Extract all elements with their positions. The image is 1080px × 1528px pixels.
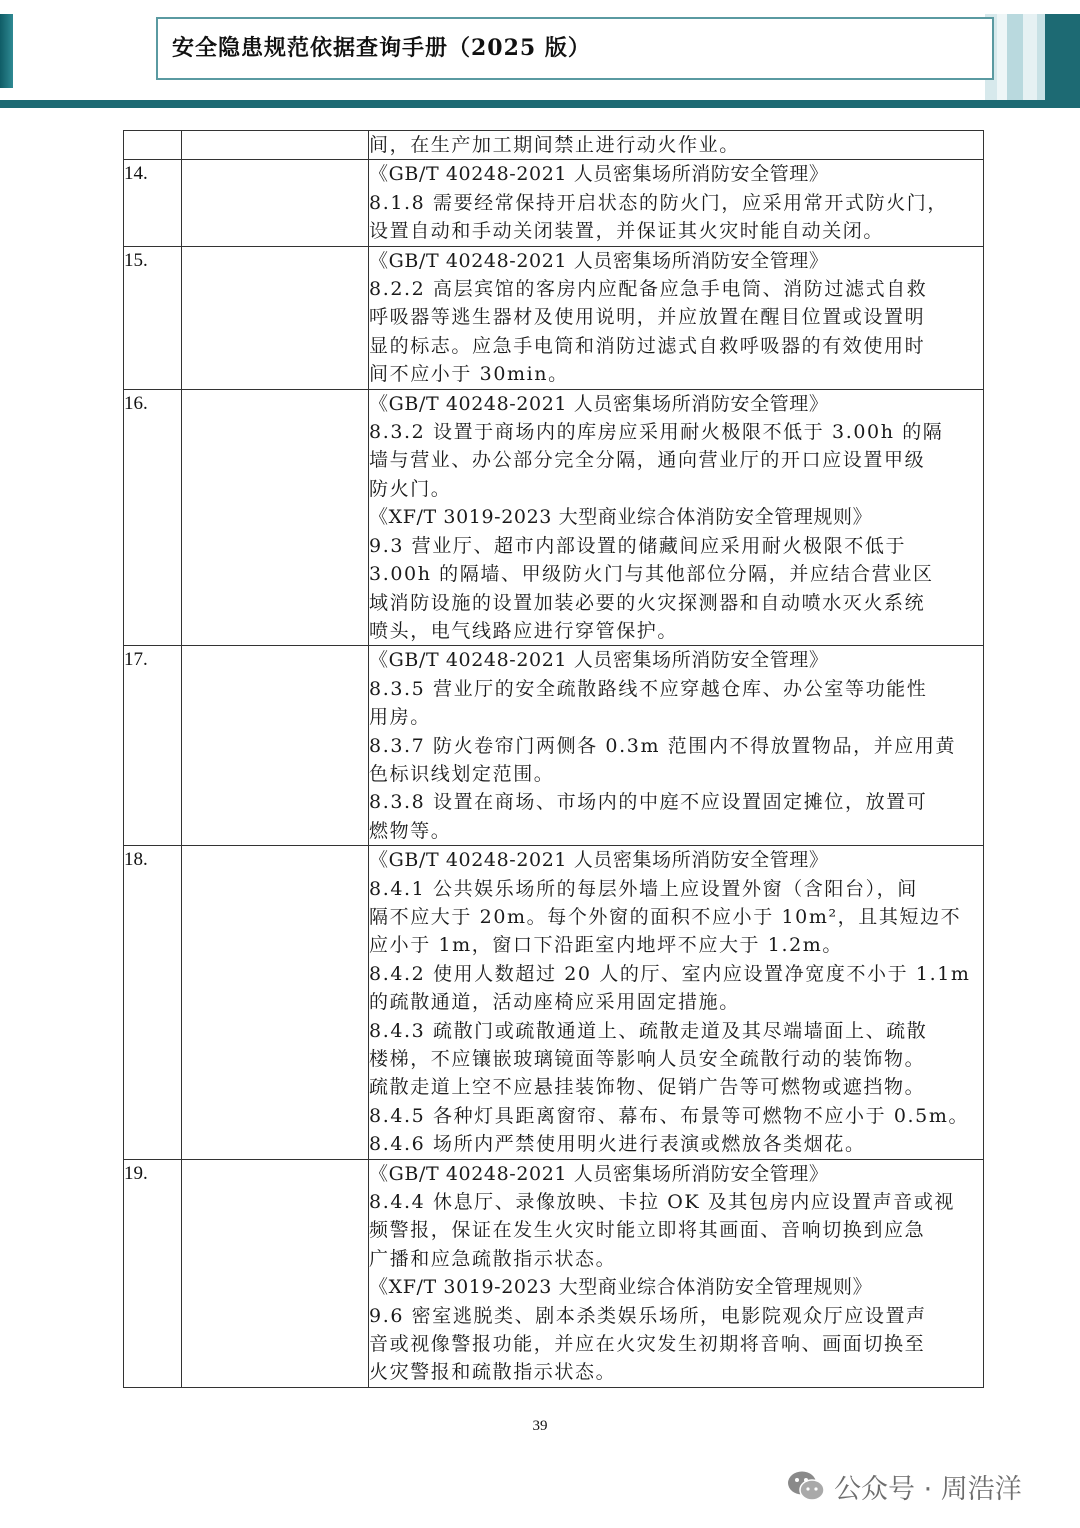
clause-line: 音或视像警报功能，并应在火灾发生初期将音响、画面切换至 [369, 1333, 926, 1356]
clause-line: 防火门。 [369, 477, 452, 500]
regulation-cell [369, 646, 984, 846]
header-divider [0, 100, 1080, 108]
standard-title: 《GB/T 40248-2021 人员密集场所消防安全管理》 [369, 392, 829, 415]
clause-line: 8.4.5 各种灯具距离窗帘、幕布、布景等可燃物不应小于 0.5m。 [369, 1104, 970, 1127]
clause-line: 8.4.4 休息厅、录像放映、卡拉 OK 及其包房内应设置声音或视 [369, 1191, 956, 1214]
clause-line: 用房。 [369, 706, 431, 729]
standard-title: 《GB/T 40248-2021 人员密集场所消防安全管理》 [369, 163, 829, 186]
clause-line: 应小于 1m，窗口下沿距室内地坪不应大于 1.2m。 [369, 934, 844, 957]
row-number: 17. [124, 646, 182, 846]
clause-line: 域消防设施的设置加装必要的火灾探测器和自动喷水灭火系统 [369, 591, 926, 614]
hazard-cell [182, 389, 369, 646]
hazard-cell [182, 160, 369, 246]
hazard-cell [182, 1159, 369, 1387]
clause-line: 3.00h 的隔墙、甲级防火门与其他部位分隔，并应结合营业区 [369, 563, 934, 586]
table-row [124, 160, 984, 246]
clause-line: 8.4.2 使用人数超过 20 人的厅、室内应设置净宽度不小于 1.1m [369, 962, 971, 985]
table-row [124, 646, 984, 846]
clause-line: 间不应小于 30min。 [369, 363, 569, 386]
clause-line: 频警报，保证在发生火灾时能立即将其画面、音响切换到应急 [369, 1219, 926, 1242]
clause-line: 色标识线划定范围。 [369, 762, 555, 785]
standard-title: 《XF/T 3019-2023 大型商业综合体消防安全管理规则》 [369, 1276, 873, 1299]
watermark-text: 公众号 · 周浩洋 [834, 1473, 1022, 1505]
row-number: 18. [124, 846, 182, 1159]
clause-line: 8.2.2 高层宾馆的客房内应配备应急手电筒、消防过滤式自救 [369, 278, 928, 301]
table-row [124, 131, 984, 160]
clause-line: 8.3.2 设置于商场内的库房应采用耐火极限不低于 3.00h 的隔 [369, 421, 944, 444]
clause-line: 8.4.6 场所内严禁使用明火进行表演或燃放各类烟花。 [369, 1133, 866, 1156]
clause-line: 墙与营业、办公部分完全分隔，通向营业厅的开口应设置甲级 [369, 449, 926, 472]
regulation-cell [369, 1159, 984, 1387]
page-number: 39 [532, 1418, 548, 1434]
header-left-accent [0, 14, 13, 88]
standard-title: 《GB/T 40248-2021 人员密集场所消防安全管理》 [369, 849, 829, 872]
row-number: 15. [124, 246, 182, 389]
regulation-cell [369, 846, 984, 1159]
regulation-cell [369, 131, 984, 160]
hazard-cell [182, 846, 369, 1159]
regulation-cell [369, 246, 984, 389]
clause-line: 燃物等。 [369, 819, 452, 842]
hazard-cell [182, 131, 369, 160]
table-row [124, 846, 984, 1159]
clause-line: 的疏散通道，活动座椅应采用固定措施。 [369, 991, 740, 1014]
clause-line: 楼梯，不应镶嵌玻璃镜面等影响人员安全疏散行动的装饰物。 [369, 1048, 926, 1070]
clause-line: 8.4.3 疏散门或疏散通道上、疏散走道及其尽端墙面上、疏散 [369, 1019, 928, 1042]
wechat-icon [786, 1468, 826, 1504]
row-number: 14. [124, 160, 182, 246]
clause-line: 间，在生产加工期间禁止进行动火作业。 [369, 134, 740, 156]
clause-line: 8.1.8 需要经常保持开启状态的防火门，应采用常开式防火门， [369, 191, 948, 214]
clause-line: 8.4.1 公共娱乐场所的每层外墙上应设置外窗（含阳台），间 [369, 877, 918, 900]
clause-line: 疏散走道上空不应悬挂装饰物、促销广告等可燃物或遮挡物。 [369, 1076, 926, 1099]
clause-line: 火灾警报和疏散指示状态。 [369, 1361, 617, 1384]
standard-title: 《GB/T 40248-2021 人员密集场所消防安全管理》 [369, 249, 829, 272]
header-right-decoration [985, 14, 1080, 104]
regulation-table [123, 130, 984, 1388]
row-number: 16. [124, 389, 182, 646]
regulation-cell [369, 389, 984, 646]
standard-title: 《XF/T 3019-2023 大型商业综合体消防安全管理规则》 [369, 506, 873, 529]
hazard-cell [182, 646, 369, 846]
hazard-cell [182, 246, 369, 389]
row-number [124, 131, 182, 160]
clause-line: 呼吸器等逃生器材及使用说明，并应放置在醒目位置或设置明 [369, 306, 926, 329]
page-title: 安全隐患规范依据查询手册（2025 版） [172, 35, 591, 61]
clause-line: 9.6 密室逃脱类、剧本杀类娱乐场所，电影院观众厅应设置声 [369, 1304, 927, 1327]
table-row [124, 246, 984, 389]
header-title-box [156, 17, 994, 80]
clause-line: 广播和应急疏散指示状态。 [369, 1247, 617, 1270]
watermark [786, 1466, 1056, 1506]
clause-line: 显的标志。应急手电筒和消防过滤式自救呼吸器的有效使用时 [369, 334, 926, 357]
clause-line: 隔不应大于 20m。每个外窗的面积不应小于 10m²，且其短边不 [369, 905, 962, 928]
clause-line: 8.3.5 营业厅的安全疏散路线不应穿越仓库、办公室等功能性 [369, 677, 928, 700]
row-number: 19. [124, 1159, 182, 1387]
table-row [124, 1159, 984, 1387]
clause-line: 设置自动和手动关闭装置，并保证其火灾时能自动关闭。 [369, 220, 885, 243]
clause-line: 9.3 营业厅、超市内部设置的储藏间应采用耐火极限不低于 [369, 534, 907, 557]
standard-title: 《GB/T 40248-2021 人员密集场所消防安全管理》 [369, 1162, 829, 1185]
clause-line: 8.3.7 防火卷帘门两侧各 0.3m 范围内不得放置物品，并应用黄 [369, 734, 957, 757]
table-row [124, 389, 984, 646]
regulation-cell [369, 160, 984, 246]
clause-line: 8.3.8 设置在商场、市场内的中庭不应设置固定摊位，放置可 [369, 791, 928, 814]
standard-title: 《GB/T 40248-2021 人员密集场所消防安全管理》 [369, 649, 829, 672]
clause-line: 喷头，电气线路应进行穿管保护。 [369, 619, 679, 642]
